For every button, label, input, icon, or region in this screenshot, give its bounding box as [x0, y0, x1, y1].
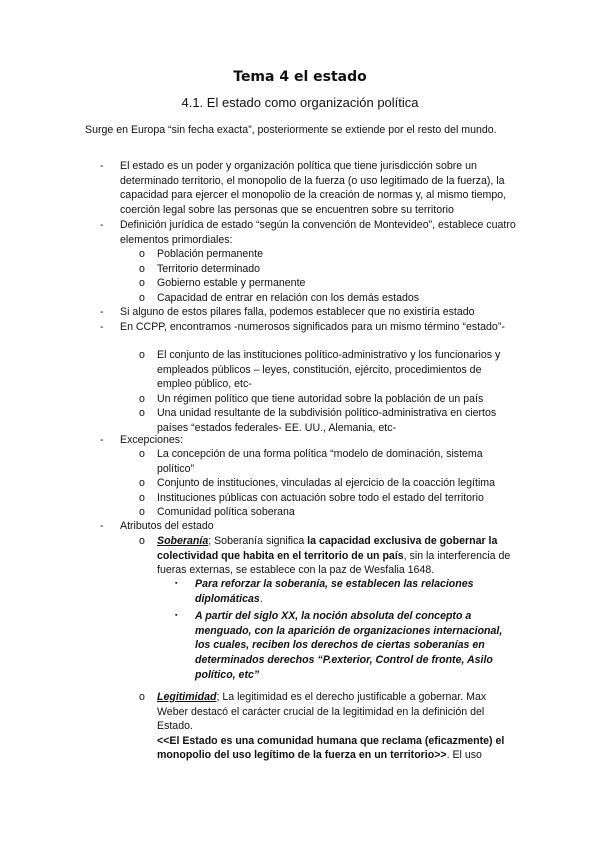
sub-list [139, 348, 517, 436]
intro-paragraph: Surge en Europa “sin fecha exacta”, posteriormente se extiende por el resto del mundo. [85, 124, 497, 136]
dash-bullet: - [100, 306, 104, 318]
dash-bullet: - [100, 321, 104, 333]
list-item-text: Si alguno de estos pilares falla, podemos establecer que no existiría estado [120, 306, 475, 318]
circle-bullet: o [139, 392, 145, 405]
list-item-text: Excepciones: [120, 434, 184, 446]
legitimidad-paragraph: o Legitimidad; La legitimidad es el derecho justificable a gobernar. Max Weber destacó el carácter crucial de la legitimidad en la definición del Estado. <<El Estado es una comunidad humana que reclama (eficazmente) el monopolio del uso legítimo de la fuerza en un territorio>>. El uso [139, 691, 505, 762]
sub-list-item: o Una unidad resultante de la subdivisión político-administrativa en ciertos países “estados federales- EE. UU., Alemania, etc- [139, 407, 497, 434]
sub-list-item: o Territorio determinado [139, 262, 261, 275]
list-item [100, 218, 520, 247]
soberania-definition: la capacidad exclusiva de gobernar la colectividad que habita en el territorio de un país [157, 535, 498, 562]
dash-bullet: - [100, 219, 104, 231]
circle-bullet: o [139, 477, 145, 490]
sub-list [139, 447, 517, 520]
sub-list-item: o Instituciones públicas con actuación sobre todo el estado del territorio [139, 491, 484, 504]
list-item [100, 159, 520, 217]
sub-list-item: o Gobierno estable y permanente [139, 277, 306, 290]
circle-bullet: o [139, 691, 145, 703]
sub-list-item: o Un régimen político que tiene autoridad sobre la población de un país [139, 392, 484, 405]
circle-bullet: o [139, 506, 145, 519]
circle-bullet: o [139, 535, 145, 547]
sub-list-item: o El conjunto de las instituciones político-administrativo y los funcionarios y empleados públicos – leyes, constitución, ejército, procedimientos de empleo público, etc- [139, 349, 501, 391]
soberania-paragraph: o Soberanía; Soberanía significa la capacidad exclusiva de gobernar la colectividad que habita en el territorio de un país, sin la interferencia de fueras externas, se establece con la paz de Wesfalia 1648. [139, 535, 511, 577]
sub-sub-list-item: ▪ Para reforzar la soberanía, se establecen las relaciones diplomáticas. [175, 578, 474, 605]
sub-list-item: o La concepción de una forma política “modelo de dominación, sistema político” [139, 448, 483, 475]
soberania-term: Soberanía [157, 535, 209, 547]
circle-bullet: o [139, 262, 145, 275]
legitimidad-term: Legitimidad [157, 691, 217, 703]
sub-sub-list-item: ▪ A partir del siglo XX, la noción absoluta del concepto a menguado, con la aparición de organizaciones internacional, los cuales, reciben los derechos de ciertas soberanías en determinados derechos “P.exterior, Control de fronte, Asilo político, etc” [175, 610, 503, 681]
page-title: Tema 4 el estado [233, 69, 367, 85]
sub-list-item: o Comunidad política soberana [139, 506, 295, 519]
dash-bullet: - [100, 434, 104, 446]
list-item [100, 433, 520, 448]
list-item-text: En CCPP, encontramos -numerosos significados para un mismo término “estado”- [120, 321, 505, 333]
list-item-text: El estado es un poder y organización política que tiene jurisdicción sobre un determinado territorio, el monopolio de la fuerza (o uso legitimado de la fuerza), la capacidad para ejercer el monopolio de la creación de normas y, al mismo tiempo, coerción legal sobre las personas que se encuentren sobre su territorio [120, 160, 507, 216]
circle-bullet: o [139, 448, 145, 460]
sub-list-item: o Conjunto de instituciones, vinculadas al ejercicio de la coacción legítima [139, 477, 496, 490]
circle-bullet: o [139, 248, 145, 260]
sub-list-item: o Capacidad de entrar en relación con los demás estados [139, 291, 420, 304]
circle-bullet: o [139, 407, 145, 420]
circle-bullet: o [139, 291, 145, 304]
sub-list [139, 247, 517, 305]
dash-bullet: - [100, 520, 104, 532]
weber-quote: <<El Estado es una comunidad humana que reclama (eficazmente) el monopolio del uso legítimo de la fuerza en un territorio>> [157, 734, 505, 762]
list-item [100, 305, 520, 320]
dash-bullet: - [100, 160, 104, 172]
list-item-text: Atributos del estado [120, 520, 214, 532]
square-bullet: ▪ [175, 612, 178, 620]
circle-bullet: o [139, 349, 145, 361]
list-item [100, 320, 520, 335]
list-item-text: Definición jurídica de estado “según la convención de Montevideo”, establece cuatro elementos primordiales: [120, 219, 516, 246]
circle-bullet: o [139, 277, 145, 290]
square-bullet: ▪ [175, 580, 178, 587]
section-heading: 4.1. El estado como organización política [181, 95, 419, 110]
sub-list-item: o Población permanente [139, 248, 264, 260]
soberania-sub-list [175, 577, 515, 682]
list-item [100, 519, 520, 534]
circle-bullet: o [139, 491, 145, 504]
